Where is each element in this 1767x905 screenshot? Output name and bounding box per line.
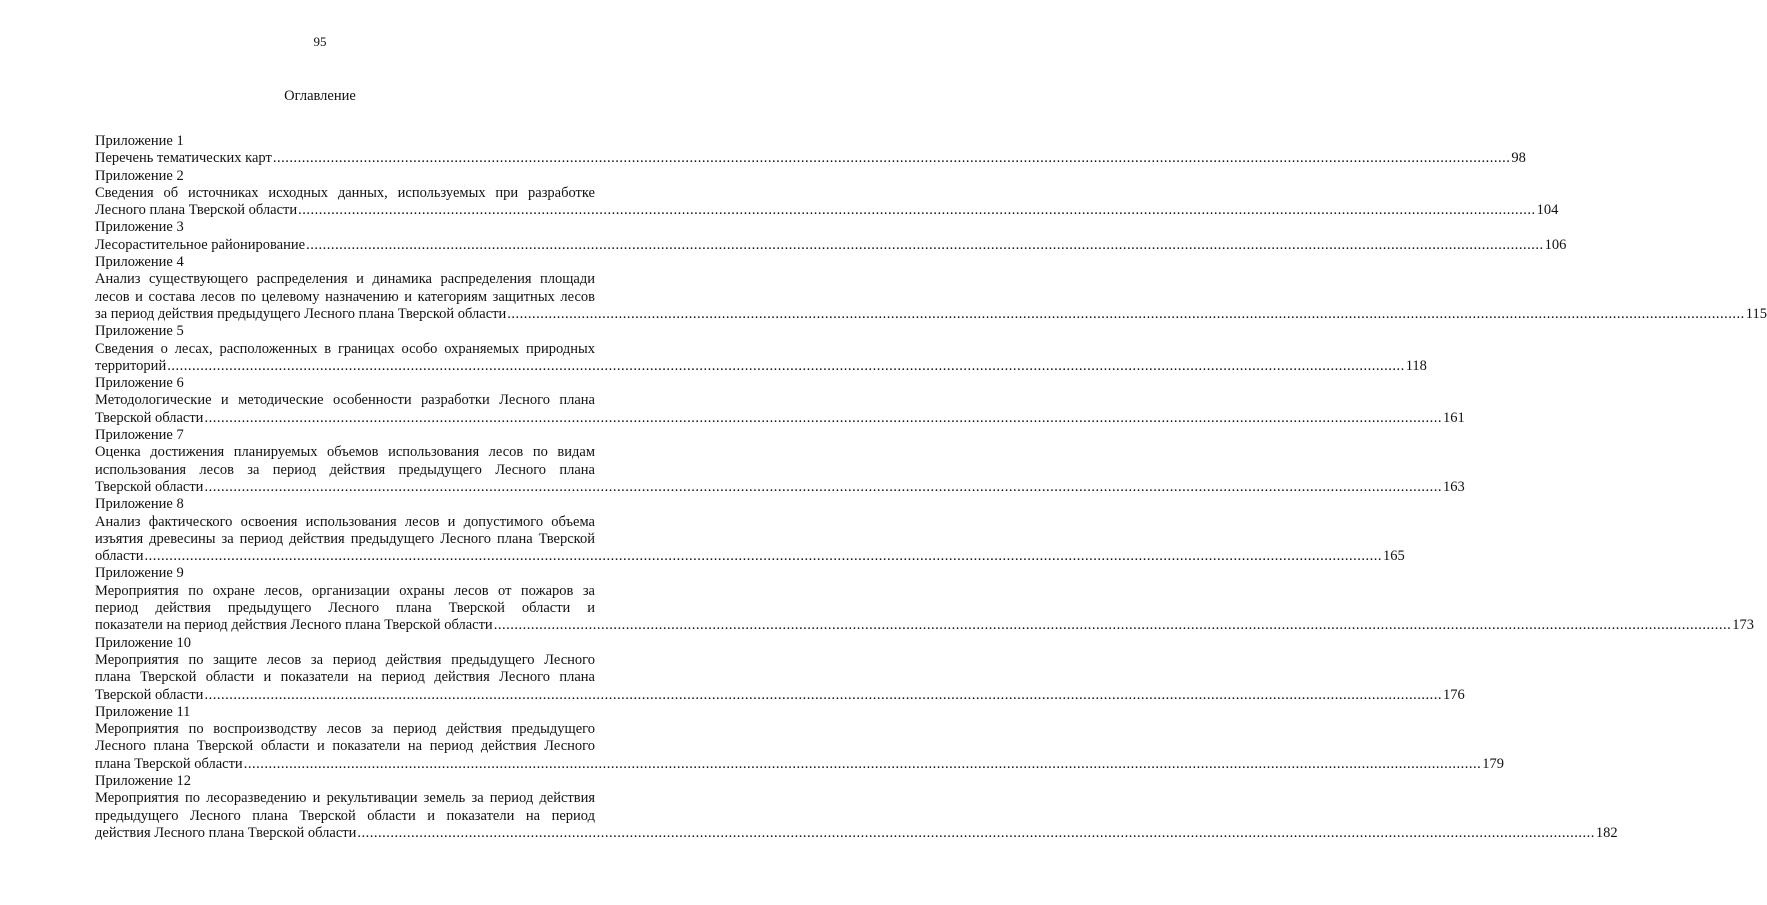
entry-title-line: Лесорастительное районирование <box>95 236 306 253</box>
appendix-label: Приложение 6 <box>95 375 184 392</box>
appendix-label: Приложение 11 <box>95 703 191 720</box>
toc-entry <box>95 219 1567 254</box>
entry-title-line: Оценка достижения планируемых объемов использования лесов по видам <box>95 444 595 461</box>
entry-title-line: Анализ существующего распределения и динамика распределения площади <box>95 271 595 288</box>
entry-leader-line <box>95 202 1559 219</box>
toc-entry <box>95 703 1504 773</box>
dot-leader: ............................................................................................................................................................................................................................................................................................................ <box>144 548 1382 565</box>
entry-title-line: Тверской области <box>95 478 204 495</box>
entry-title-line: Лесного плана Тверской области <box>95 202 298 219</box>
table-of-contents <box>95 133 1767 842</box>
entry-title-line: период действия предыдущего Лесного плана Тверской области и <box>95 600 595 617</box>
entry-title-line: использования лесов за период действия предыдущего Лесного плана <box>95 461 595 478</box>
entry-title-line: плана Тверской области <box>95 755 243 772</box>
dot-leader: ............................................................................................................................................................................................................................................................................................................ <box>306 236 1544 253</box>
entry-title-line: Сведения об источниках исходных данных, используемых при разработке <box>95 184 595 201</box>
dot-leader: ............................................................................................................................................................................................................................................................................................................ <box>272 150 1511 167</box>
appendix-label: Приложение 8 <box>95 496 184 513</box>
entry-title-line: предыдущего Лесного плана Тверской области и показатели на период <box>95 807 595 824</box>
entry-leader-line <box>95 409 1465 427</box>
page-number: 95 <box>313 34 327 49</box>
toc-entry <box>95 496 1405 565</box>
dot-leader: ............................................................................................................................................................................................................................................................................................................ <box>357 824 1595 841</box>
appendix-label: Приложение 3 <box>95 219 184 236</box>
entry-title-line: Мероприятия по охране лесов, организации охраны лесов от пожаров за <box>95 582 595 599</box>
entry-title-line: Мероприятия по лесоразведению и рекультивации земель за период действия <box>95 790 595 807</box>
dot-leader: ............................................................................................................................................................................................................................................................................................................ <box>507 305 1745 322</box>
entry-leader-line <box>95 150 1526 167</box>
entry-page-number: 176 <box>1442 686 1465 703</box>
appendix-label: Приложение 5 <box>95 323 184 340</box>
entry-title-line: Тверской области <box>95 409 204 426</box>
entry-title-line: области <box>95 548 144 565</box>
entry-title-line: Лесного плана Тверской области и показатели на период действия Лесного <box>95 738 595 755</box>
entry-title-line: Перечень тематических карт <box>95 150 272 167</box>
entry-leader-line <box>95 236 1567 254</box>
toc-entry <box>95 323 1427 375</box>
entry-leader-line <box>95 686 1465 704</box>
entry-title-line: территорий <box>95 357 167 374</box>
entry-title-line: за период действия предыдущего Лесного плана Тверской области <box>95 305 507 322</box>
toc-entry <box>95 772 1618 842</box>
toc-entry <box>95 634 1465 704</box>
entry-leader-line <box>95 478 1465 496</box>
entry-title-line: Методологические и методические особенности разработки Лесного плана <box>95 392 595 409</box>
entry-page-number: 98 <box>1511 150 1526 167</box>
entry-leader-line <box>95 357 1427 375</box>
entry-leader-line <box>95 548 1405 565</box>
entry-title-line: Мероприятия по защите лесов за период действия предыдущего Лесного <box>95 651 595 668</box>
toc-entry <box>95 427 1465 496</box>
dot-leader: ............................................................................................................................................................................................................................................................................................................ <box>243 755 1482 772</box>
dot-leader: ............................................................................................................................................................................................................................................................................................................ <box>167 357 1405 374</box>
appendix-label: Приложение 10 <box>95 634 191 651</box>
appendix-label: Приложение 7 <box>95 427 184 444</box>
entry-page-number: 182 <box>1595 824 1618 841</box>
toc-entry <box>95 565 1754 634</box>
entry-leader-line <box>95 305 1767 323</box>
entry-page-number: 163 <box>1442 478 1465 495</box>
appendix-label: Приложение 2 <box>95 167 184 184</box>
dot-leader: ............................................................................................................................................................................................................................................................................................................ <box>298 202 1536 219</box>
entry-page-number: 173 <box>1732 617 1754 634</box>
entry-title-line: Анализ фактического освоения использования лесов и допустимого объема <box>95 513 595 530</box>
entry-title-line: плана Тверской области и показатели на период действия Лесного плана <box>95 669 595 686</box>
entry-page-number: 161 <box>1442 409 1465 426</box>
entry-page-number: 118 <box>1405 357 1427 374</box>
entry-page-number: 106 <box>1544 236 1567 253</box>
toc-entry <box>95 254 1767 323</box>
entry-page-number: 104 <box>1536 202 1559 219</box>
dot-leader: ............................................................................................................................................................................................................................................................................................................ <box>204 478 1442 495</box>
entry-page-number: 165 <box>1382 548 1405 565</box>
entry-leader-line <box>95 755 1504 773</box>
entry-title-line: Мероприятия по воспроизводству лесов за период действия предыдущего <box>95 721 595 738</box>
toc-entry <box>95 375 1465 427</box>
toc-entry <box>95 133 1526 168</box>
entry-title-line: показатели на период действия Лесного плана Тверской области <box>95 617 493 634</box>
entry-title-line: Тверской области <box>95 686 204 703</box>
appendix-label: Приложение 9 <box>95 565 184 582</box>
dot-leader: ............................................................................................................................................................................................................................................................................................................ <box>204 409 1442 426</box>
entry-title-line: изъятия древесины за период действия предыдущего Лесного плана Тверской <box>95 530 595 547</box>
entry-leader-line <box>95 824 1618 842</box>
entry-page-number: 115 <box>1745 305 1767 322</box>
dot-leader: ............................................................................................................................................................................................................................................................................................................ <box>493 617 1732 634</box>
entry-title-line: Сведения о лесах, расположенных в границах особо охраняемых природных <box>95 340 595 357</box>
appendix-label: Приложение 12 <box>95 772 191 789</box>
dot-leader: ............................................................................................................................................................................................................................................................................................................ <box>204 686 1442 703</box>
entry-leader-line <box>95 617 1754 634</box>
entry-title-line: действия Лесного плана Тверской области <box>95 824 357 841</box>
entry-page-number: 179 <box>1482 755 1504 772</box>
toc-entry <box>95 167 1559 220</box>
toc-title: Оглавление <box>284 88 356 104</box>
appendix-label: Приложение 4 <box>95 254 184 271</box>
entry-title-line: лесов и состава лесов по целевому назначению и категориям защитных лесов <box>95 288 595 305</box>
appendix-label: Приложение 1 <box>95 133 184 149</box>
